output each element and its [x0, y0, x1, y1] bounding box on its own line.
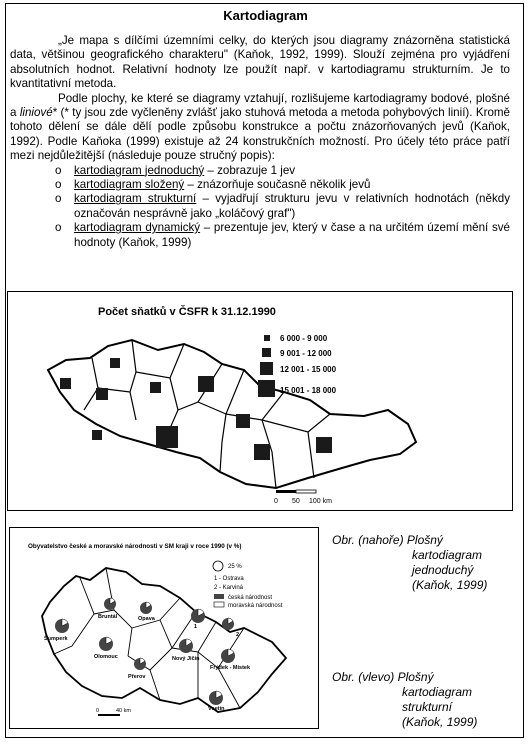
map-title: Obyvatelstvo české a moravské národnosti v SM kraji v roce 1990 (v %) — [28, 543, 242, 550]
legend-swatch — [214, 602, 224, 607]
czechoslovakia-map — [8, 292, 512, 510]
data-square — [60, 378, 71, 389]
italic-term: liniové — [19, 106, 53, 120]
pie-chart — [221, 649, 235, 663]
caption-left-map: Obr. (vlevo) Plošný kartodiagram strukturní (Kaňok, 1999) — [332, 670, 478, 729]
svg-text:100 km: 100 km — [309, 498, 332, 505]
list-item: o kartodiagram strukturní – vyjadřují strukturu jevu v relativních hodnotách (někdy označován nesprávně jako „koláčový graf") — [55, 192, 510, 220]
svg-text:40 km: 40 km — [116, 708, 131, 714]
page-title: Kartodiagram — [223, 8, 308, 23]
data-square — [198, 376, 214, 392]
bullet-icon: o — [55, 192, 62, 206]
svg-text:Frýdek - Místek: Frýdek - Místek — [210, 665, 251, 671]
svg-text:Olomouc: Olomouc — [94, 654, 118, 660]
list-item: o kartodiagram dynamický – prezentuje jev, který v čase a na určitém území mění své hodnoty (Kaňok, 1999) — [55, 221, 510, 249]
pie-chart — [222, 618, 234, 630]
pie-chart — [140, 602, 152, 614]
legend-circle — [213, 561, 223, 571]
data-square — [156, 426, 178, 448]
svg-text:2: 2 — [236, 632, 240, 638]
list-item: o kartodiagram složený – znázorňuje současně několik jevů — [55, 178, 371, 192]
pie-chart — [104, 598, 116, 610]
scale-bar — [274, 490, 332, 505]
data-square — [316, 437, 332, 453]
svg-text:moravská národnost: moravská národnost — [228, 603, 283, 609]
map-structural-cartodiagram — [9, 527, 319, 729]
bullet-icon: o — [55, 163, 62, 177]
legend-square — [260, 362, 273, 375]
data-square — [150, 382, 161, 393]
svg-text:15 001 - 18 000: 15 001 - 18 000 — [280, 386, 337, 395]
legend-square — [264, 335, 270, 341]
map-simple-cartodiagram — [7, 291, 513, 511]
pie-chart — [191, 609, 205, 623]
pie-chart — [209, 691, 223, 705]
svg-text:Vsetín: Vsetín — [208, 706, 225, 712]
pie-chart — [179, 639, 193, 653]
body-text — [10, 34, 510, 250]
svg-text:6 000 - 9 000: 6 000 - 9 000 — [280, 334, 328, 343]
data-square — [96, 388, 108, 400]
svg-text:Opava: Opava — [138, 616, 155, 622]
data-square — [110, 358, 120, 368]
paragraph-classification: Podle plochy, ke které se diagramy vztahují, rozlišujeme kartodiagramy bodové, plošné a liniové* (* ty jsou zde vyčleněny zvlášť jako stuhová metoda a metoda pohybových linií). Kromě tohoto dělení se dále dělí podle způsobu konstrukce a počtu znázorňovaných jevů (Kaňok, 1992). Podle Kaňoka (1999) existuje až 24 konstrukčních možností. Pro účely této práce patří mezi nejdůležitější (následuje pouze stručný popis): — [10, 91, 510, 163]
svg-text:Šumperk: Šumperk — [44, 636, 68, 642]
map-legend — [213, 561, 283, 609]
svg-text:25 %: 25 % — [228, 564, 242, 570]
data-square — [254, 444, 270, 460]
paragraph-definition: „Je mapa s dílčími územními celky, do kterých jsou diagramy znázorněna statistická data, většinou geografického charakteru" (Kaňok, 1992, 1999). Slouží zejména pro vyjádření absolutních hodnot. Relativní hodnoty lze použít např. v kartodiagramu strukturním. Je to kvantitativní metoda. — [10, 34, 510, 91]
caption-top-map: Obr. (nahoře) Plošný kartodiagram jednoduchý (Kaňok, 1999) — [332, 533, 488, 592]
type-list — [10, 164, 510, 250]
country-outline — [48, 340, 416, 488]
scale-bar — [96, 708, 131, 716]
svg-text:Nový Jičín: Nový Jičín — [172, 656, 200, 662]
legend-swatch — [214, 594, 224, 599]
map-legend — [258, 334, 337, 397]
pie-chart — [55, 619, 69, 633]
svg-text:2 - Karviná: 2 - Karviná — [214, 585, 244, 591]
bullet-icon: o — [55, 178, 62, 192]
pie-chart — [134, 658, 146, 670]
data-square — [236, 414, 250, 428]
sm-kraj-map — [10, 528, 318, 728]
svg-text:50: 50 — [292, 498, 300, 505]
svg-text:9 001 - 12 000: 9 001 - 12 000 — [280, 349, 332, 358]
svg-text:česká národnost: česká národnost — [228, 595, 273, 601]
list-item: o kartodiagram jednoduchý – zobrazuje 1 jev — [55, 163, 296, 177]
legend-square — [258, 380, 275, 397]
data-square — [92, 430, 102, 440]
pie-chart — [99, 637, 113, 651]
svg-text:Přerov: Přerov — [128, 674, 146, 680]
map-title: Počet sňatků v ČSFR k 31.12.1990 — [98, 306, 276, 318]
svg-text:1 - Ostrava: 1 - Ostrava — [214, 576, 244, 582]
svg-text:Bruntál: Bruntál — [98, 614, 118, 620]
svg-text:1: 1 — [194, 624, 198, 630]
region-outline — [42, 568, 286, 712]
legend-square — [262, 348, 271, 357]
svg-text:12 001 - 15 000: 12 001 - 15 000 — [280, 365, 337, 374]
bullet-icon: o — [55, 221, 62, 235]
svg-text:0: 0 — [96, 708, 100, 714]
svg-text:0: 0 — [274, 498, 278, 505]
